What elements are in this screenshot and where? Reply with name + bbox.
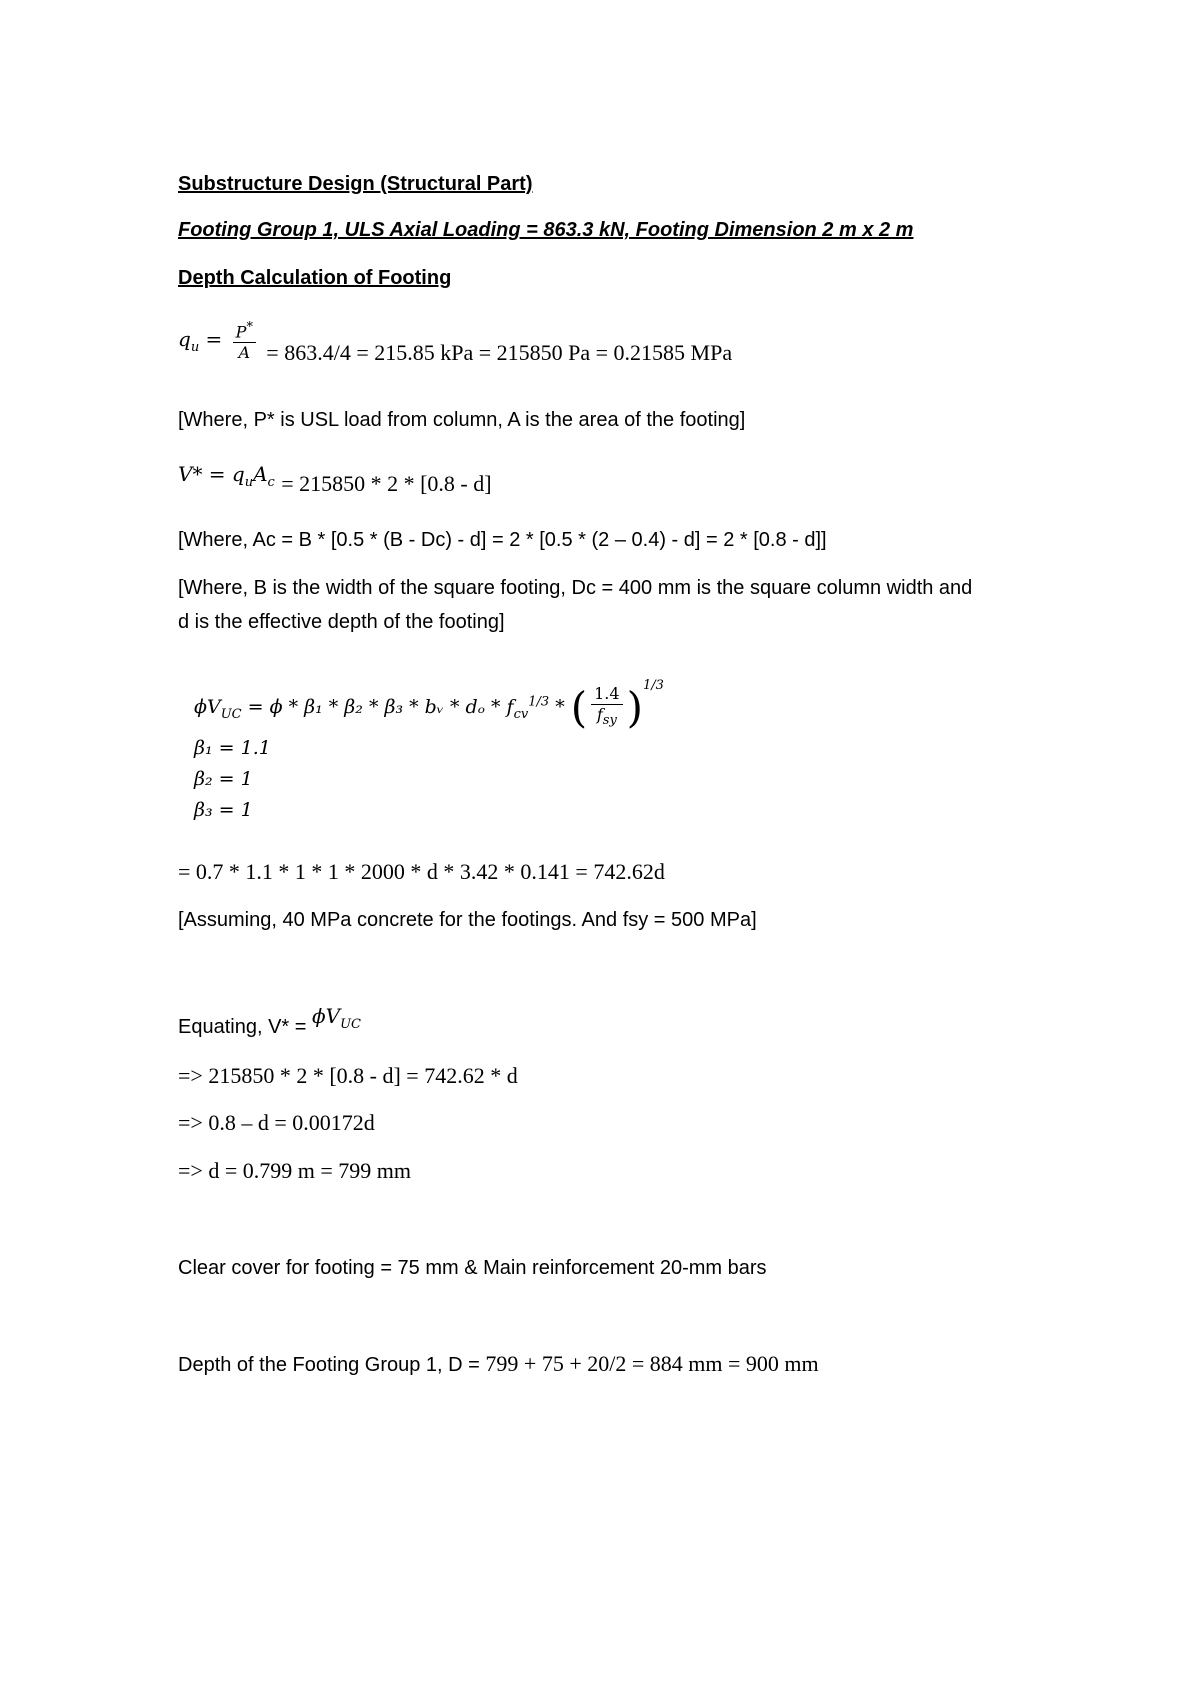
v-lhs-sub2: c (267, 475, 275, 490)
phi-rhs: = ϕ * β₁ * β₂ * β₃ * bᵥ * dₒ * f (247, 696, 514, 718)
subheading: Footing Group 1, ULS Axial Loading = 863.3 kN, Footing Dimension 2 m x 2 m (178, 219, 914, 241)
phi-frac-den: f (596, 705, 603, 725)
equating-rhs-sub: UC (340, 1017, 361, 1032)
note-b-line1: [Where, B is the width of the square footing, Dc = 400 mm is the square column width and (178, 577, 973, 599)
section-title: Depth Calculation of Footing (178, 267, 452, 289)
qu-lhs: q (178, 327, 191, 352)
phi-outer-exp: 1/3 (642, 678, 664, 693)
v-lhs-mid: A (253, 462, 268, 486)
phi-exp: 1/3 (528, 694, 550, 710)
beta-1: β₁ = 1.1 (194, 737, 271, 759)
phi-frac-num: 1.4 (591, 684, 622, 705)
qu-den: A (238, 343, 251, 363)
step-3: => d = 0.799 m = 799 mm (178, 1158, 411, 1183)
beta-2: β₂ = 1 (194, 768, 253, 790)
calc-line: = 0.7 * 1.1 * 1 * 1 * 2000 * d * 3.42 * 0.141 = 742.62d (178, 859, 665, 884)
qu-num: P (235, 322, 247, 342)
note-b-line2: d is the effective depth of the footing] (178, 611, 505, 633)
depth-value: 799 + 75 + 20/2 = 884 mm = 900 mm (485, 1351, 819, 1376)
beta-3: β₃ = 1 (194, 799, 253, 821)
qu-lhs-sub: u (190, 340, 200, 356)
v-formula (178, 462, 492, 495)
equating-rhs: ϕV (312, 1004, 341, 1028)
phi-fraction (591, 684, 622, 731)
qu-formula: $q_u$ = $\frac{P^*}{A}$ = 863.4/4 = 215.85 kPa = 215850 Pa = 0.21585 MPa (178, 320, 733, 366)
step-1: => 215850 * 2 * [0.8 - d] = 742.62 * d (178, 1063, 518, 1088)
note-ac: [Where, Ac = B * [0.5 * (B - Dc) - d] = 2 * [0.5 * (2 – 0.4) - d] = 2 * [0.8 - d]] (178, 529, 827, 551)
phi-vuc-formula: $\phi V_{UC} = \phi * \beta_1 * \beta_2 * \beta_3$ * bᵥ * dₒ * $f_{cv}^{1/3}$ * ( $\frac{1.4}{f_{sy}}$ )$^{1/3}$ (194, 678, 664, 732)
v-lhs-sub1: u (244, 475, 254, 490)
equating-label: Equating, V* = (178, 1016, 307, 1038)
qu-rhs: = 863.4/4 = 215.85 kPa = 215850 Pa = 0.21585 MPa (266, 340, 733, 366)
cover-note: Clear cover for footing = 75 mm & Main reinforcement 20-mm bars (178, 1257, 767, 1279)
v-lhs: V* = q (178, 462, 245, 486)
phi-lhs: ϕV (194, 696, 221, 718)
qu-num-sup: * (246, 320, 253, 335)
phi-f-sub: cv (513, 706, 529, 722)
phi-lhs-sub: UC (220, 706, 242, 722)
step-2: => 0.8 – d = 0.00172d (178, 1110, 375, 1135)
phi-frac-den-sub: sy (602, 713, 617, 729)
depth-label: Depth of the Footing Group 1, D = (178, 1354, 480, 1376)
v-rhs: = 215850 * 2 * [0.8 - d] (281, 471, 492, 496)
heading: Substructure Design (Structural Part) (178, 173, 533, 195)
qu-fraction (233, 318, 256, 363)
assumption-note: [Assuming, 40 MPa concrete for the footings. And fsy = 500 MPa] (178, 909, 757, 931)
equating-line (178, 1004, 361, 1047)
note-p-star: [Where, P* is USL load from column, A is the area of the footing] (178, 409, 746, 431)
depth-result (178, 1352, 819, 1377)
